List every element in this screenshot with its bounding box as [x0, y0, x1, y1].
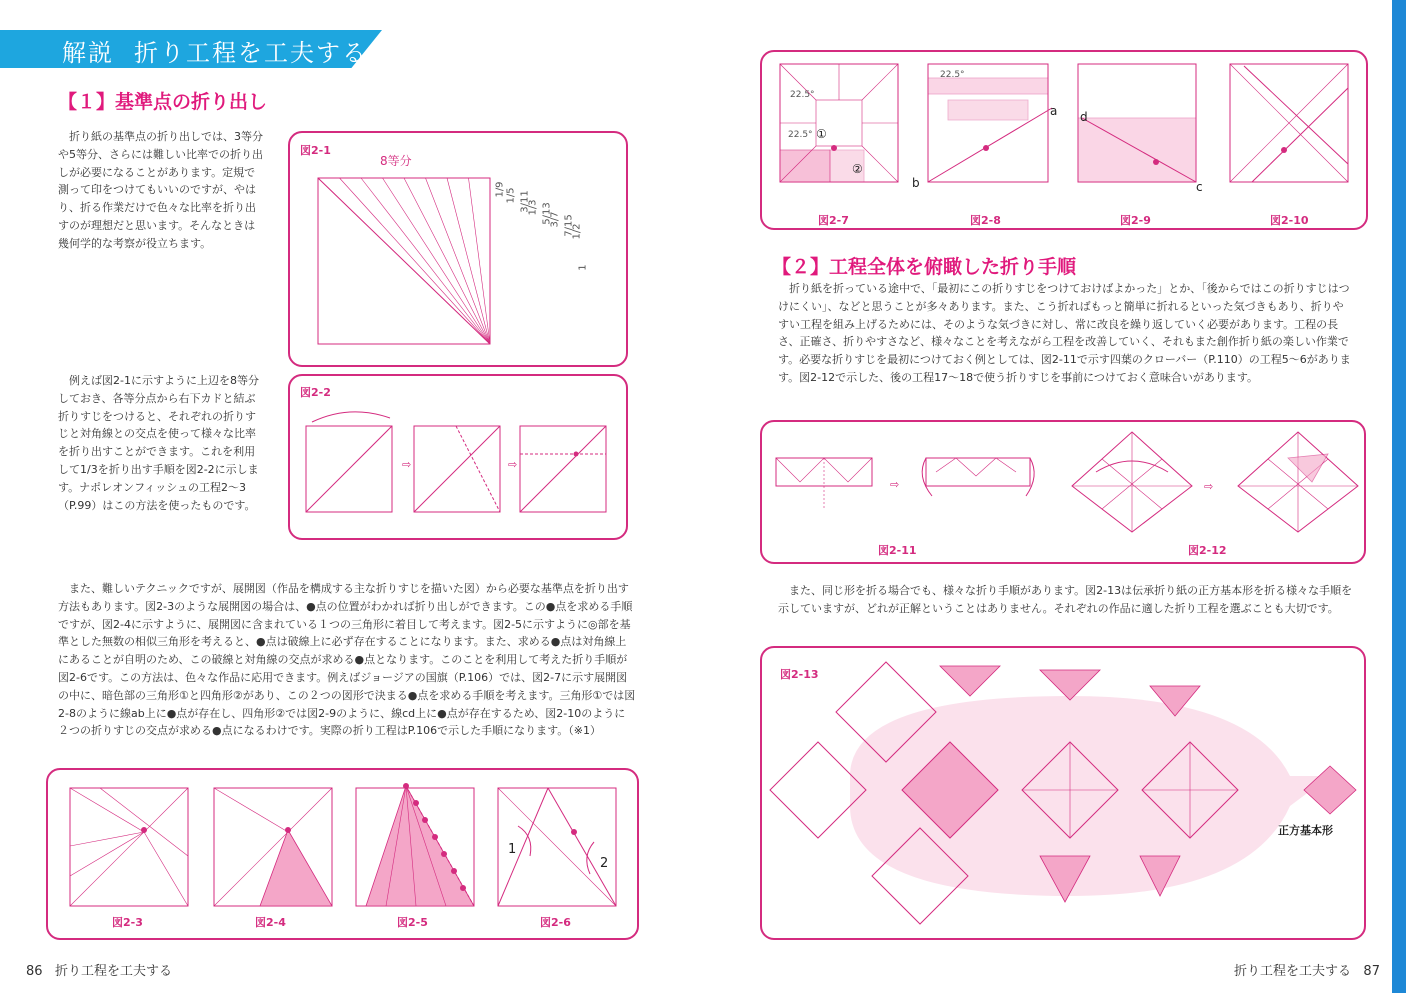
- fig-2-9-label-c: c: [1196, 180, 1203, 194]
- fig-2-3-caption: 図2-3: [112, 916, 143, 929]
- fig-2-7-angle: 22.5°: [788, 130, 813, 140]
- fig-2-1-fan-line: [383, 178, 491, 344]
- fig-2-1-fan-line: [340, 178, 491, 344]
- fig-2-4-caption: 図2-4: [255, 916, 286, 929]
- left-page-title: 折り工程を工夫する: [54, 964, 172, 979]
- fig-2-8-angle: 22.5°: [940, 70, 965, 80]
- fig-2-13-diagram: [770, 656, 1360, 936]
- fig-2-1-ratio-label: 1/3: [527, 199, 539, 216]
- paragraph-2: 例えば図2-1に示すように上辺を8等分しておき、各等分点から右下カドと結ぶ折りすじをつけると、それぞれの折りすじと対角線との交点を使って様々な比率を折り出すことができます。これを利用して1/3を折り出す手順を図2-2に示します。ナポレオンフィッシュの工程2～3（P.99）はこの方法を使ったものです。: [58, 374, 259, 512]
- fig-2-7-label-2: ②: [852, 162, 863, 176]
- right-edge-bar: [1392, 0, 1406, 993]
- fig-2-5-dot: [432, 834, 438, 840]
- header-title: 解説 折り工程を工夫する: [62, 39, 368, 67]
- svg-text:⇨: ⇨: [890, 478, 900, 491]
- fig-2-1-fan-line: [318, 178, 490, 344]
- fig-2-13-caption: 図2-13: [780, 668, 819, 681]
- fig-2-7-angle-top: 22.5°: [790, 90, 815, 100]
- svg-text:⇨: ⇨: [1204, 480, 1214, 493]
- fig-2-1-ratio-label: 7/15: [563, 214, 575, 237]
- fig-2-1-ratio-label: 3/7: [549, 211, 561, 228]
- fig-2-5-caption: 図2-5: [397, 916, 428, 929]
- fig-2-8-label-a: a: [1050, 104, 1058, 118]
- figs-2-11-2-12-diagram: [776, 432, 1356, 532]
- fig-2-9-label-d: d: [1080, 110, 1088, 124]
- figs-2-7-2-10-diagram: [780, 64, 1360, 200]
- figs-2-3-2-6-diagram: [70, 786, 480, 916]
- fig-2-2-diagram: [306, 410, 616, 520]
- fig-2-1-diagram: [318, 170, 598, 350]
- fig-2-1-ratio-label: 1/2: [571, 223, 583, 240]
- fig-2-1-fan-line: [361, 178, 490, 344]
- fig-2-5-dot: [413, 800, 419, 806]
- right-page-title: 折り工程を工夫する: [1234, 964, 1352, 979]
- svg-text:⇨: ⇨: [402, 458, 412, 471]
- fig-2-5-dot: [451, 868, 457, 874]
- fig-2-2-caption: 図2-2: [300, 386, 331, 399]
- right-page-number-value: 87: [1363, 964, 1380, 979]
- fig-2-1-fan-line: [447, 178, 490, 344]
- paragraph-4: 折り紙を折っている途中で、「最初にこの折りすじをつけておけばよかった」とか、「後からではこの折りすじはつけにくい」、などと思うことが多々あります。また、こう折ればもっと簡単に折れるといった気づきもあり、折りやすい工程を組み上げるためには、そのような気づきに対し、常に改良を繰り返していく必要があります。工程の長さ、正確さ、折りやすさなど、様々なことを考えながら工程を改善していく、それもまた創作折り紙の楽しい作業です。必要な折りすじを最初につけておく例としては、図2-11で示す四葉のクローバー（P.110）の工程5～6があります。図2-12で示した、後の工程17～18で使う折りすじを事前につけておく意味合いがあります。: [778, 282, 1351, 384]
- fig-2-1-ratio-label: 3/11: [519, 190, 531, 213]
- fig-2-1-fan-line: [469, 178, 491, 344]
- fig-2-13-result-label: 正方基本形: [1278, 824, 1333, 837]
- section1-heading: 【１】基準点の折り出し: [58, 91, 268, 113]
- fig-2-9-caption: 図2-9: [1120, 214, 1151, 227]
- fig-2-10-caption: 図2-10: [1270, 214, 1309, 227]
- section2-heading: 【２】工程全体を俯瞰した折り手順: [772, 256, 1077, 278]
- fig-2-1-ratio-label: 5/13: [541, 202, 553, 225]
- right-page-number: [1234, 960, 1380, 979]
- fig-2-5-dot: [441, 851, 447, 857]
- fig-2-7-caption: 図2-7: [818, 214, 849, 227]
- fig-2-12-caption: 図2-12: [1188, 544, 1227, 557]
- svg-text:⇨: ⇨: [508, 458, 518, 471]
- fig-2-11-caption: 図2-11: [878, 544, 917, 557]
- fig-2-7-label-1: ①: [816, 127, 827, 141]
- left-page-number-value: 86: [26, 964, 43, 979]
- paragraph-5: また、同じ形を折る場合でも、様々な折り手順があります。図2-13は伝承折り紙の正方基本形を折る様々な手順を示していますが、どれが正解ということはありません。それぞれの作品に適した折り工程を選ぶことも大切です。: [778, 584, 1353, 615]
- paragraph-1: 折り紙の基準点の折り出しでは、3等分や5等分、さらには難しい比率での折り出しが必要になることがあります。定規で測って印をつけてもいいのですが、やはり、折る作業だけで色々な比率を折り出すのが理想だと思います。そんなときは幾何学的な考察が役立ちます。: [58, 130, 263, 250]
- fig-2-1-caption: 図2-1: [300, 144, 331, 157]
- fig-2-6-caption: 図2-6: [540, 916, 571, 929]
- fig-2-1-ratio-label: 1: [577, 264, 589, 271]
- fig-2-1-top-label: 8等分: [380, 154, 412, 168]
- fig-2-6-label-2: 2: [600, 856, 609, 871]
- paragraph-3: また、難しいテクニックですが、展開図（作品を構成する主な折りすじを描いた図）から必要な基準点を折り出す方法もあります。図2-3のような展開図の場合は、●点の位置がわかれば折り出しができます。この●点を求める手順ですが、図2-4に示すように、展開図に含まれている１つの三角形に着目して考えます。図2-5に示すように◎部を基準とした無数の相似三角形を考えると、●点は破線上に必ず存在することになります。また、求める●点は対角線上にあることが自明のため、この破線と対角線の交点が求める●点となります。このことを利用して考えた折り手順が図2-6です。この方法は、色々な作品に応用できます。例えばジョージアの国旗（P.106）では、図2-7に示す展開図の中に、暗色部の三角形①と四角形②があり、この２つの図形で決まる●点を求める手順を考えます。三角形①では図2-8のように線ab上に●点が存在し、四角形②では図2-9のように、線cd上に●点が存在するため、図2-10のように２つの折りすじの交点が求める●点になるわけです。実際の折り工程はP.106で示した手順になります。（※1）: [58, 582, 636, 738]
- fig-2-1-fan-line: [404, 178, 490, 344]
- fig-2-6-label-1: 1: [508, 842, 517, 857]
- fig-2-5-dot: [460, 885, 466, 891]
- fig-2-5-dot: [422, 817, 428, 823]
- fig-2-1-ratio-label: 1/5: [505, 187, 517, 204]
- fig-2-8-label-b: b: [912, 176, 920, 190]
- fig-2-8-caption: 図2-8: [970, 214, 1001, 227]
- fig-2-5-dot: [403, 783, 409, 789]
- fig-2-1-fan-line: [426, 178, 491, 344]
- left-page-number: [26, 960, 172, 979]
- fig-2-1-ratio-label: 1/9: [494, 181, 506, 198]
